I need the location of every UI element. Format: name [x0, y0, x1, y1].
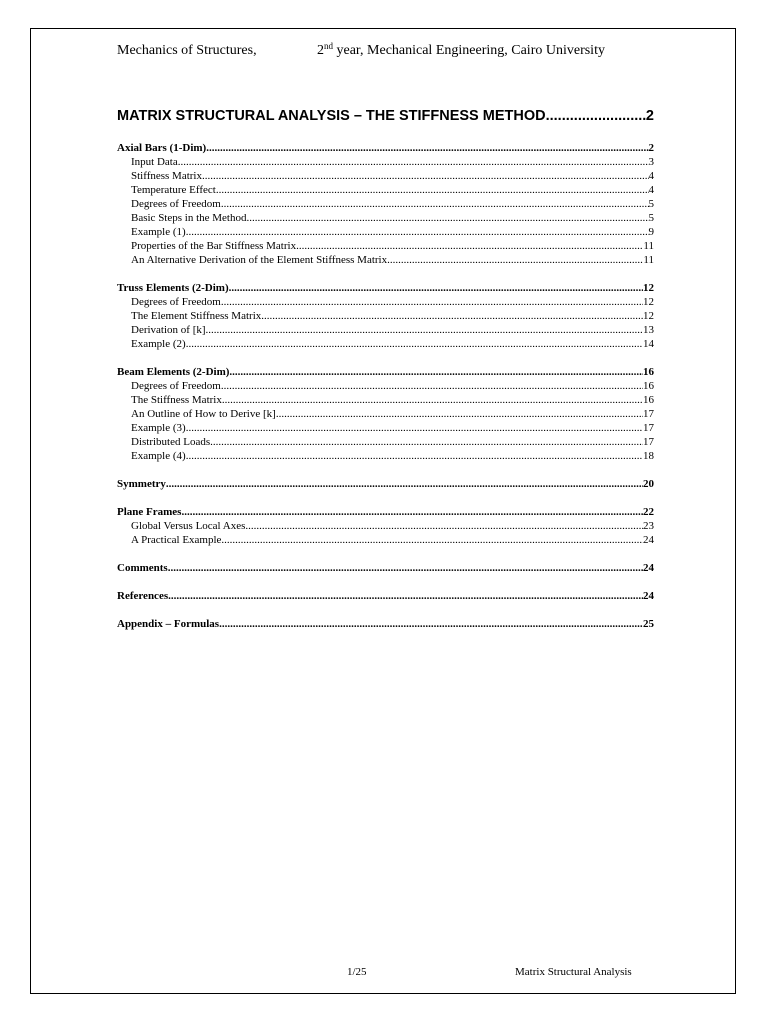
dot-leader [221, 534, 643, 546]
toc-entry-page: 17 [643, 408, 654, 420]
header-program [317, 42, 605, 60]
toc-title-page: 2 [645, 108, 654, 124]
dot-leader [221, 198, 649, 210]
toc-entry-title: An Outline of How to Derive [k] [131, 408, 276, 420]
dot-leader [181, 506, 643, 518]
dot-leader [202, 170, 649, 182]
toc-entry-row[interactable] [117, 240, 654, 254]
toc-section-title: Comments [117, 562, 168, 574]
toc-title: MATRIX STRUCTURAL ANALYSIS – THE STIFFNESS METHOD [117, 108, 546, 124]
toc-entry-title: Distributed Loads [131, 436, 211, 448]
toc-section-row[interactable] [117, 366, 654, 380]
toc-entry-title: Degrees of Freedom [131, 296, 221, 308]
dot-leader [168, 562, 643, 574]
toc-section-row[interactable] [117, 590, 654, 604]
toc-entry-page: 18 [643, 450, 654, 462]
toc-entry-title: An Alternative Derivation of the Element Stiffness Matrix [131, 254, 388, 266]
toc-section-title: Axial Bars (1-Dim) [117, 142, 207, 154]
toc-entry-page: 3 [648, 156, 654, 168]
dot-leader [206, 324, 643, 336]
dot-leader [210, 436, 643, 448]
toc-section-page: 2 [648, 142, 654, 154]
toc-entry-title: Example (1) [131, 226, 186, 238]
dot-leader [276, 408, 643, 420]
toc-entry-row[interactable] [117, 338, 654, 352]
dot-leader [387, 254, 643, 266]
toc-entry-page: 4 [648, 170, 654, 182]
toc-section-title: Truss Elements (2-Dim) [117, 282, 229, 294]
toc-entry-row[interactable] [117, 156, 654, 170]
footer-doc-title: Matrix Structural Analysis [515, 966, 632, 978]
toc-section-page: 24 [643, 590, 654, 602]
dot-leader [186, 338, 643, 350]
header-program-text: year, Mechanical Engineering, Cairo University [333, 43, 605, 58]
toc-entry-page: 4 [648, 184, 654, 196]
toc-entry-row[interactable] [117, 226, 654, 240]
toc-title-row[interactable] [117, 108, 654, 130]
toc-entry-title: Input Data [131, 156, 178, 168]
toc-entry-row[interactable] [117, 436, 654, 450]
toc-entry-row[interactable] [117, 170, 654, 184]
toc-entry-page: 14 [643, 338, 654, 350]
dot-leader [222, 394, 643, 406]
toc-entry-page: 12 [643, 296, 654, 308]
toc-entry-row[interactable] [117, 184, 654, 198]
toc-section-row[interactable] [117, 282, 654, 296]
toc-entry-title: The Stiffness Matrix [131, 394, 222, 406]
toc-entry-row[interactable] [117, 520, 654, 534]
toc-entry-title: The Element Stiffness Matrix [131, 310, 262, 322]
dot-leader [186, 422, 643, 434]
toc-entry-title: Degrees of Freedom [131, 198, 221, 210]
dot-leader [546, 108, 646, 124]
toc-entry-page: 11 [643, 240, 654, 252]
toc-section-page: 22 [643, 506, 654, 518]
dot-leader [219, 618, 643, 630]
toc-section-title: Appendix – Formulas [117, 618, 220, 630]
header-year-ordinal: nd [324, 41, 333, 51]
toc-entry-row[interactable] [117, 450, 654, 464]
toc-section-page: 20 [643, 478, 654, 490]
dot-leader [186, 226, 649, 238]
toc-section-row[interactable] [117, 142, 654, 156]
page-number: 1/25 [347, 966, 367, 978]
toc-entry-title: A Practical Example [131, 534, 222, 546]
toc-entry-title: Stiffness Matrix [131, 170, 202, 182]
toc-entry-title: Example (3) [131, 422, 186, 434]
toc-section-page: 16 [643, 366, 654, 378]
toc-entry-row[interactable] [117, 212, 654, 226]
toc-entry-page: 12 [643, 310, 654, 322]
toc-section-title: Beam Elements (2-Dim) [117, 366, 230, 378]
toc-entry-title: Properties of the Bar Stiffness Matrix [131, 240, 297, 252]
dot-leader [168, 590, 643, 602]
dot-leader [166, 478, 643, 490]
toc-entry-row[interactable] [117, 380, 654, 394]
dot-leader [245, 520, 643, 532]
toc-section-row[interactable] [117, 562, 654, 576]
dot-leader [247, 212, 649, 224]
toc-entry-page: 9 [648, 226, 654, 238]
toc-entry-title: Temperature Effect [131, 184, 216, 196]
dot-leader [206, 142, 648, 154]
toc-entry-page: 5 [648, 198, 654, 210]
toc-entry-page: 17 [643, 436, 654, 448]
toc-section-row[interactable] [117, 506, 654, 520]
toc-entry-title: Derivation of [k] [131, 324, 206, 336]
toc-entry-title: Degrees of Freedom [131, 380, 221, 392]
toc-entry-row[interactable] [117, 408, 654, 422]
dot-leader [178, 156, 649, 168]
dot-leader [216, 184, 649, 196]
toc-entry-title: Basic Steps in the Method [131, 212, 247, 224]
toc-entry-row[interactable] [117, 394, 654, 408]
toc-entry-title: Example (2) [131, 338, 186, 350]
toc-section-page: 25 [643, 618, 654, 630]
toc-section-page: 12 [643, 282, 654, 294]
toc-section-title: Symmetry [117, 478, 166, 490]
toc-entry-page: 13 [643, 324, 654, 336]
dot-leader [229, 366, 643, 378]
toc-entry-row[interactable] [117, 296, 654, 310]
dot-leader [186, 450, 643, 462]
toc-entry-row[interactable] [117, 534, 654, 548]
toc-section-row[interactable] [117, 478, 654, 492]
toc-sections [117, 142, 654, 632]
dot-leader [229, 282, 643, 294]
toc-entry-title: Example (4) [131, 450, 186, 462]
toc-entry-page: 16 [643, 394, 654, 406]
toc-entry-row[interactable] [117, 310, 654, 324]
toc-entry-row[interactable] [117, 198, 654, 212]
toc-section-row[interactable] [117, 618, 654, 632]
toc-entry-page: 11 [643, 254, 654, 266]
toc-entry-page: 23 [643, 520, 654, 532]
toc-entry-page: 24 [643, 534, 654, 546]
toc-entry-row[interactable] [117, 324, 654, 338]
dot-leader [221, 296, 643, 308]
toc-entry-page: 17 [643, 422, 654, 434]
header-year-number: 2 [317, 43, 324, 58]
toc-entry-title: Global Versus Local Axes [131, 520, 246, 532]
toc-entry-row[interactable] [117, 422, 654, 436]
toc-section-page: 24 [643, 562, 654, 574]
header-course: Mechanics of Structures, [117, 43, 257, 58]
toc-entry-page: 5 [648, 212, 654, 224]
toc-section-title: References [117, 590, 169, 602]
toc-section-title: Plane Frames [117, 506, 182, 518]
table-of-contents [117, 108, 654, 632]
dot-leader [296, 240, 643, 252]
toc-entry-row[interactable] [117, 254, 654, 268]
dot-leader [261, 310, 643, 322]
dot-leader [221, 380, 643, 392]
toc-entry-page: 16 [643, 380, 654, 392]
